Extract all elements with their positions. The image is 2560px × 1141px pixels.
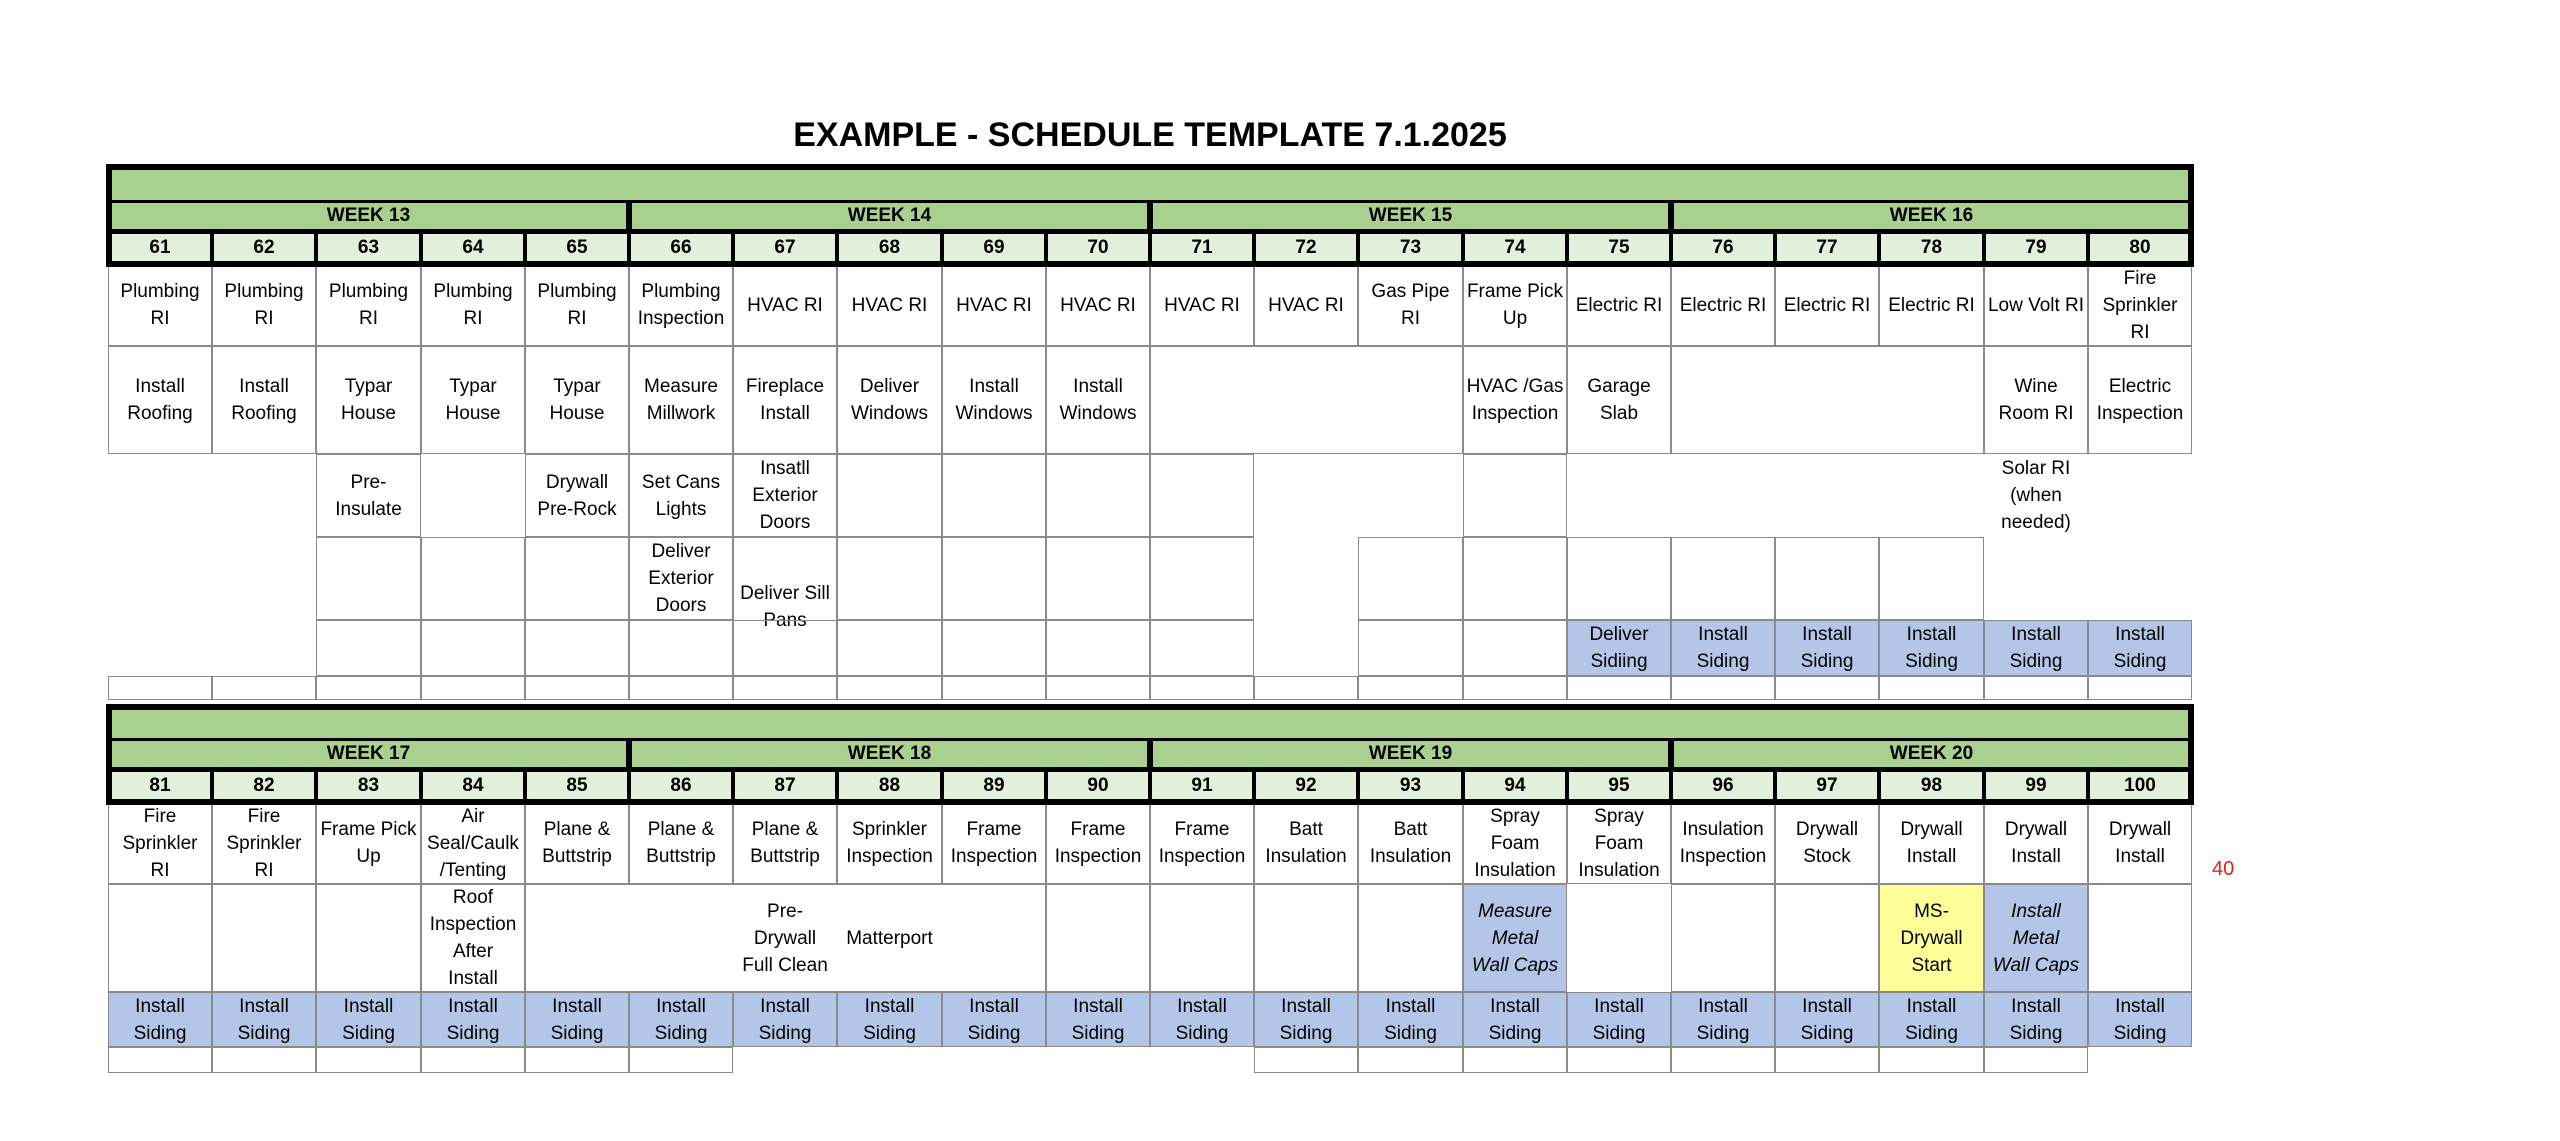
empty-cell [421,1047,525,1073]
task-cell: Install Siding [1775,992,1879,1047]
day-number: 83 [316,770,421,802]
week-header: WEEK 19 [1150,738,1671,770]
empty-cell [1463,537,1567,620]
task-cell: Install Siding [2088,992,2192,1047]
task-cell: Install Siding [837,992,942,1047]
task-cell: Install Siding [212,992,316,1047]
task-cell: Insulation Inspection [1671,802,1775,884]
task-cell: Pre- Insulate [316,454,421,537]
task-cell: Drywall Stock [1775,802,1879,884]
empty-cell [629,620,733,676]
task-cell: Plane & Buttstrip [525,802,629,884]
empty-cell [837,454,942,537]
day-number: 82 [212,770,316,802]
task-cell: Drywall Install [1879,802,1984,884]
empty-cell [2088,676,2192,700]
task-cell: Typar House [421,346,525,454]
task-cell: Matterport [846,927,933,949]
empty-cell [1358,620,1463,676]
day-number: 91 [1150,770,1254,802]
task-cell: Install Metal Wall Caps [1984,884,2088,992]
task-cell: Drywall Install [1984,802,2088,884]
frame-line [106,164,112,266]
week-header: WEEK 15 [1150,200,1671,232]
task-cell: HVAC RI [1150,264,1254,346]
day-number: 65 [525,232,629,264]
task-cell: Install Siding [1358,992,1463,1047]
task-cell: Install Siding [942,992,1046,1047]
empty-cell [837,537,942,620]
task-cell: Deliver Exterior Doors [629,537,733,620]
empty-cell [212,884,316,992]
task-cell: Air Seal/Caulk /Tenting [421,802,525,884]
frame-line [106,799,2194,805]
empty-cell [1567,1047,1671,1073]
empty-cell [316,620,421,676]
task-cell: Install Siding [421,992,525,1047]
task-cell: Fire Sprinkler RI [212,802,316,884]
week-header: WEEK 13 [108,200,629,232]
day-number: 80 [2088,232,2192,264]
task-cell: MS- Drywall Start [1879,884,1984,992]
day-number: 78 [1879,232,1984,264]
frame-line [106,704,2194,710]
day-number: 77 [1775,232,1879,264]
task-cell: Solar RI (when needed) [2001,458,2071,533]
task-cell: Plumbing Inspection [629,264,733,346]
task-cell: Electric RI [1671,264,1775,346]
empty-cell [212,676,316,700]
empty-cell [316,537,421,620]
empty-cell [1150,676,1254,700]
top-band [108,166,2192,200]
empty-cell [1463,676,1567,700]
task-cell: Plumbing RI [212,264,316,346]
day-number: 100 [2088,770,2192,802]
day-number: 63 [316,232,421,264]
empty-cell [1671,676,1775,700]
empty-cell [316,676,421,700]
task-cell: Install Siding [316,992,421,1047]
task-cell: Fire Sprinkler RI [2088,264,2192,346]
empty-cell [942,537,1046,620]
day-number: 84 [421,770,525,802]
empty-cell [1775,884,1879,992]
day-number: 87 [733,770,837,802]
empty-cell [108,1047,212,1073]
task-cell: HVAC /Gas Inspection [1463,346,1567,454]
day-number: 74 [1463,232,1567,264]
task-cell: Plumbing RI [316,264,421,346]
task-cell: Install Siding [1984,992,2088,1047]
task-cell: Deliver Windows [837,346,942,454]
page-number: 40 [2212,858,2235,880]
task-cell: Spray Foam Insulation [1567,802,1671,884]
task-cell: Install Siding [525,992,629,1047]
empty-cell [1150,346,1463,454]
week-header: WEEK 18 [629,738,1150,770]
frame-line [2188,704,2194,804]
task-cell: Drywall Install [2088,802,2192,884]
task-cell: Frame Pick Up [1463,264,1567,346]
task-cell: Plumbing RI [421,264,525,346]
task-cell: Install Siding [1984,620,2088,676]
empty-cell [212,1047,316,1073]
task-cell: HVAC RI [942,264,1046,346]
empty-cell [942,454,1046,537]
day-number: 62 [212,232,316,264]
empty-cell [1567,676,1671,700]
empty-cell [942,676,1046,700]
empty-cell [1671,884,1775,992]
day-number: 95 [1567,770,1671,802]
task-cell: Install Siding [1879,620,1984,676]
task-cell: Install Siding [1150,992,1254,1047]
day-number: 97 [1775,770,1879,802]
task-cell: Install Siding [108,992,212,1047]
task-cell: Fireplace Install [733,346,837,454]
task-cell: HVAC RI [1254,264,1358,346]
task-cell: Sprinkler Inspection [837,802,942,884]
task-cell: Fire Sprinkler RI [108,802,212,884]
day-number: 69 [942,232,1046,264]
empty-cell [316,1047,421,1073]
empty-cell [421,620,525,676]
empty-cell [1671,537,1775,620]
week-header: WEEK 14 [629,200,1150,232]
empty-cell [525,884,1046,992]
empty-cell [1775,676,1879,700]
empty-cell [733,620,837,676]
day-number: 89 [942,770,1046,802]
task-cell: Install Siding [1046,992,1150,1047]
task-cell: Install Siding [733,992,837,1047]
task-cell: Drywall Pre-Rock [525,454,629,537]
task-cell: Install Windows [942,346,1046,454]
empty-cell [421,676,525,700]
task-cell: Electric Inspection [2088,346,2192,454]
day-number: 96 [1671,770,1775,802]
top-band [108,706,2192,738]
task-cell: Install Roofing [212,346,316,454]
empty-cell [1671,1047,1775,1073]
day-number: 99 [1984,770,2088,802]
empty-cell [525,620,629,676]
empty-cell [942,620,1046,676]
task-cell: Batt Insulation [1254,802,1358,884]
week-header: WEEK 20 [1671,738,2192,770]
day-number: 90 [1046,770,1150,802]
task-cell: Deliver Sill Pans [733,537,837,676]
empty-cell [1150,884,1254,992]
task-cell: Frame Inspection [1046,802,1150,884]
day-number: 73 [1358,232,1463,264]
task-cell: Garage Slab [1567,346,1671,454]
task-cell: Deliver Sidiing [1567,620,1671,676]
task-cell: Measure Millwork [629,346,733,454]
task-cell: Plumbing RI [108,264,212,346]
day-number: 86 [629,770,733,802]
empty-cell [1254,676,1358,700]
empty-cell [1879,1047,1984,1073]
task-cell: Low Volt RI [1984,264,2088,346]
empty-cell [1046,676,1150,700]
task-cell: Install Siding [1463,992,1567,1047]
empty-cell [1046,884,1150,992]
frame-line [106,261,2194,267]
empty-cell [1358,1047,1463,1073]
task-cell: HVAC RI [733,264,837,346]
page-title: EXAMPLE - SCHEDULE TEMPLATE 7.1.2025 [793,116,1507,154]
task-cell: Frame Pick Up [316,802,421,884]
empty-cell [1463,454,1567,537]
empty-cell [1567,537,1671,620]
day-number: 61 [108,232,212,264]
empty-cell [108,884,212,992]
day-number: 76 [1671,232,1775,264]
day-number: 68 [837,232,942,264]
task-cell: Install Siding [1254,992,1358,1047]
week-header: WEEK 17 [108,738,629,770]
empty-cell [421,537,525,620]
empty-cell [629,676,733,700]
task-cell: Install Roofing [108,346,212,454]
empty-cell [525,537,629,620]
task-cell: Frame Inspection [1150,802,1254,884]
day-number: 79 [1984,232,2088,264]
task-cell: Install Siding [629,992,733,1047]
task-cell: Wine Room RI [1984,346,2088,454]
empty-cell [1046,620,1150,676]
task-cell: Install Siding [1775,620,1879,676]
task-cell: Typar House [525,346,629,454]
task-cell: Plumbing RI [525,264,629,346]
task-cell: Gas Pipe RI [1358,264,1463,346]
task-cell: Insatll Exterior Doors [733,454,837,537]
frame-line [106,164,2194,170]
task-cell: Pre- Drywall Full Clean [742,900,828,976]
empty-cell [837,676,942,700]
task-cell: Electric RI [1879,264,1984,346]
empty-cell [837,620,942,676]
empty-cell [316,884,421,992]
empty-cell [108,676,212,700]
day-number: 92 [1254,770,1358,802]
empty-cell [1254,1047,1358,1073]
task-cell: Plane & Buttstrip [629,802,733,884]
task-cell: Electric RI [1567,264,1671,346]
task-cell: Frame Inspection [942,802,1046,884]
task-cell: Roof Inspection After Install [421,884,525,992]
task-cell: Measure Metal Wall Caps [1463,884,1567,992]
empty-cell [1879,537,1984,620]
empty-cell [1775,1047,1879,1073]
empty-cell [1879,676,1984,700]
empty-cell [1046,537,1150,620]
day-number: 67 [733,232,837,264]
day-number: 98 [1879,770,1984,802]
empty-cell [1984,676,2088,700]
task-cell: Install Siding [1567,992,1671,1047]
day-number: 81 [108,770,212,802]
day-number: 94 [1463,770,1567,802]
day-number: 85 [525,770,629,802]
day-number: 64 [421,232,525,264]
week-header: WEEK 16 [1671,200,2192,232]
task-cell: Batt Insulation [1358,802,1463,884]
empty-cell [2088,884,2192,992]
day-number: 72 [1254,232,1358,264]
empty-cell [1254,884,1358,992]
empty-cell [525,676,629,700]
day-number: 66 [629,232,733,264]
empty-cell [525,1047,629,1073]
task-cell: Electric RI [1775,264,1879,346]
task-cell: Spray Foam Insulation [1463,802,1567,884]
task-cell: Install Siding [1879,992,1984,1047]
day-number: 70 [1046,232,1150,264]
empty-cell [1150,454,1254,676]
task-cell: Plane & Buttstrip [733,802,837,884]
empty-cell [1358,537,1463,620]
frame-line [2188,164,2194,266]
task-cell: Install Siding [2088,620,2192,676]
empty-cell [1775,537,1879,620]
task-cell: Typar House [316,346,421,454]
task-cell: Install Windows [1046,346,1150,454]
empty-cell [1984,1047,2088,1073]
empty-cell [1463,1047,1567,1073]
day-number: 75 [1567,232,1671,264]
empty-cell [1671,346,1984,454]
empty-cell [1046,454,1150,537]
task-cell: Set Cans Lights [629,454,733,537]
task-cell: HVAC RI [837,264,942,346]
day-number: 88 [837,770,942,802]
empty-cell [1358,884,1463,992]
empty-cell [629,1047,733,1073]
day-number: 71 [1150,232,1254,264]
task-cell: Install Siding [1671,620,1775,676]
task-cell: HVAC RI [1046,264,1150,346]
empty-cell [733,676,837,700]
frame-line [106,704,112,804]
day-number: 93 [1358,770,1463,802]
task-cell: Install Siding [1671,992,1775,1047]
empty-cell [1463,620,1567,676]
empty-cell [1358,676,1463,700]
